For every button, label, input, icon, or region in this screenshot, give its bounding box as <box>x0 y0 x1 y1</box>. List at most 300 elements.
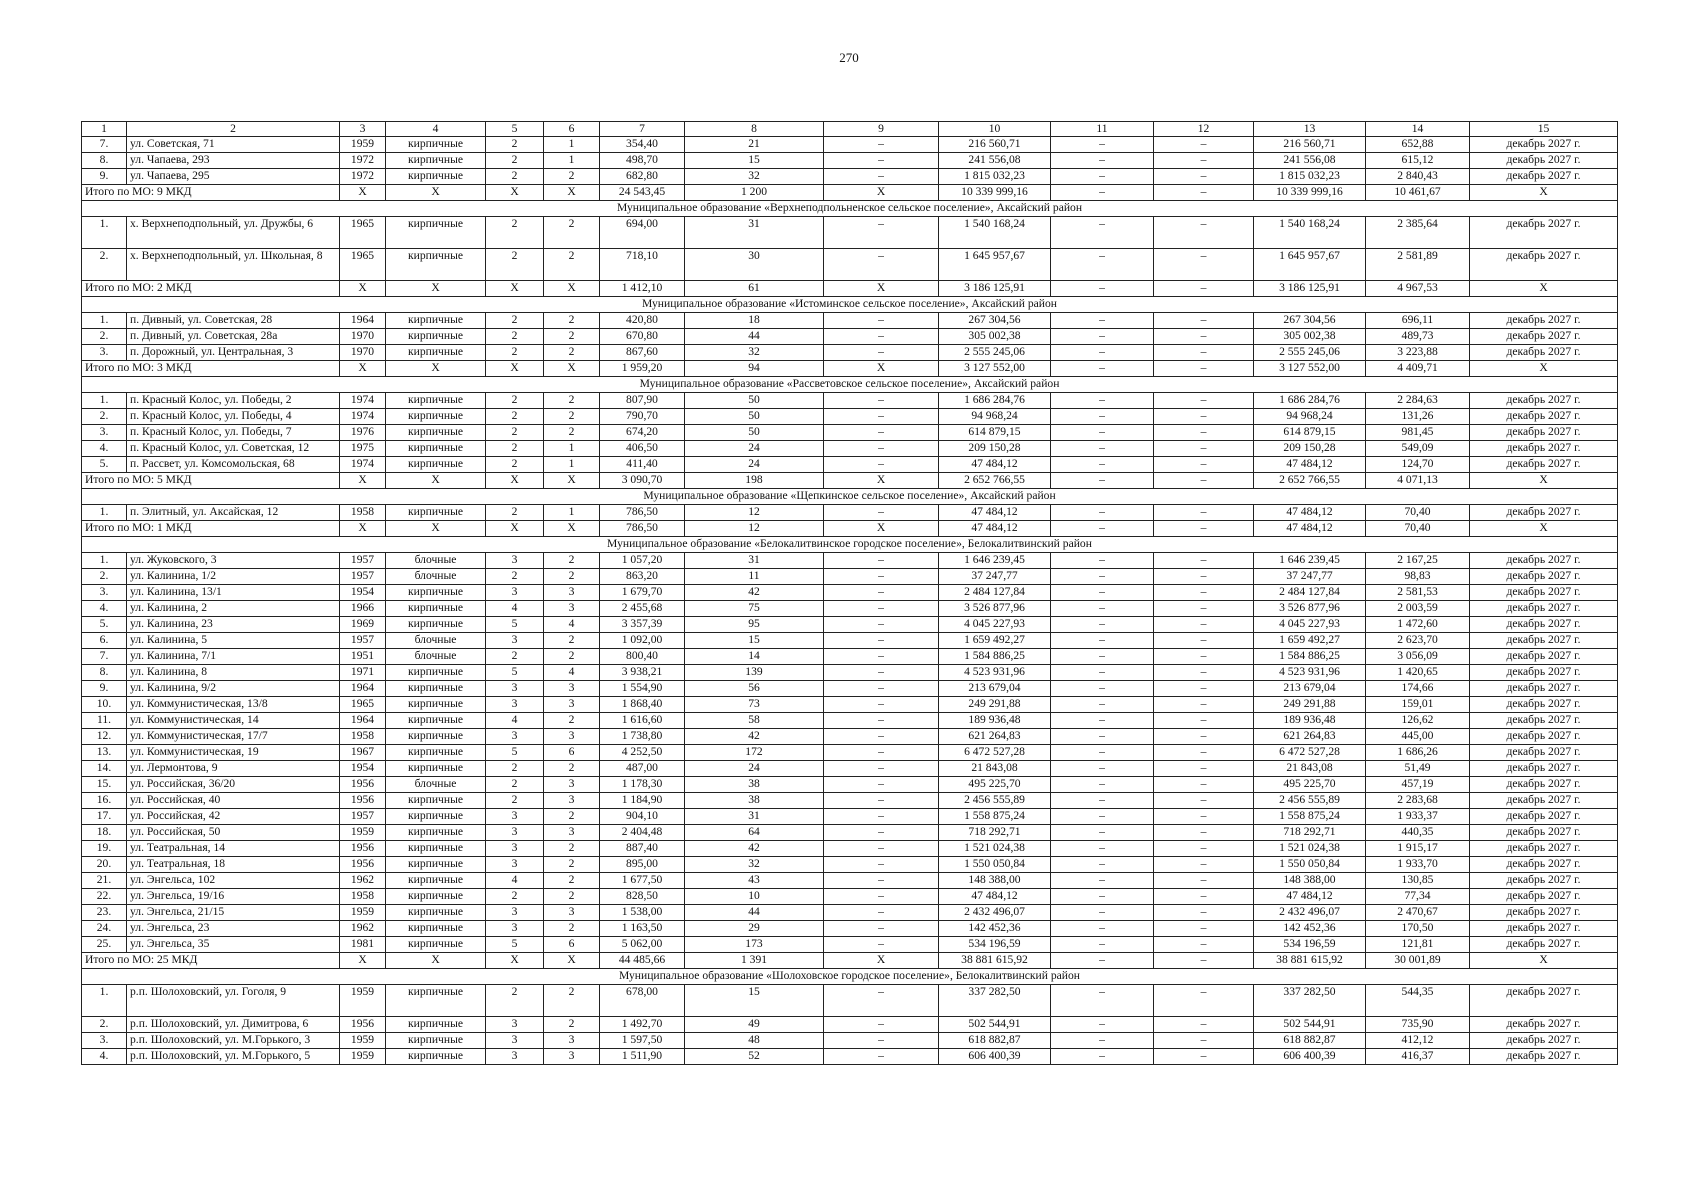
data-cell: – <box>824 585 939 601</box>
subtotal-cell: X <box>824 361 939 377</box>
subtotal-cell: 3 090,70 <box>600 473 685 489</box>
column-number: 15 <box>1470 122 1618 137</box>
data-cell: 2 167,25 <box>1366 553 1470 569</box>
data-cell: 1 933,70 <box>1366 857 1470 873</box>
subtotal-cell: 2 652 766,55 <box>939 473 1051 489</box>
subtotal-cell: X <box>486 361 544 377</box>
data-cell: 1 686,26 <box>1366 745 1470 761</box>
address-cell: х. Верхнеподпольный, ул. Школьная, 8 <box>127 249 340 281</box>
subtotal-cell: X <box>386 521 486 537</box>
data-cell: декабрь 2027 г. <box>1470 457 1618 473</box>
data-cell: 1959 <box>340 1033 386 1049</box>
subtotal-cell: X <box>1470 361 1618 377</box>
data-cell: 95 <box>685 617 824 633</box>
subtotal-cell: X <box>486 281 544 297</box>
data-cell: декабрь 2027 г. <box>1470 393 1618 409</box>
data-cell: 5 062,00 <box>600 937 685 953</box>
data-cell: – <box>1051 745 1154 761</box>
data-cell: декабрь 2027 г. <box>1470 873 1618 889</box>
data-cell: декабрь 2027 г. <box>1470 665 1618 681</box>
data-cell: 1 <box>544 505 600 521</box>
data-cell: кирпичные <box>386 809 486 825</box>
subtotal-cell: X <box>486 473 544 489</box>
data-cell: кирпичные <box>386 793 486 809</box>
table-row <box>82 921 1618 937</box>
data-cell: 24 <box>685 761 824 777</box>
data-cell: кирпичные <box>386 889 486 905</box>
data-cell: – <box>1051 889 1154 905</box>
data-cell: 43 <box>685 873 824 889</box>
data-cell: – <box>824 745 939 761</box>
table-row <box>82 889 1618 905</box>
subtotal-cell: – <box>1051 473 1154 489</box>
data-cell: 216 560,71 <box>1254 137 1366 153</box>
address-cell: ул. Российская, 50 <box>127 825 340 841</box>
data-cell: – <box>824 217 939 249</box>
data-cell: 1 538,00 <box>600 905 685 921</box>
data-cell: – <box>1154 137 1254 153</box>
data-cell: – <box>1154 409 1254 425</box>
address-cell: р.п. Шолоховский, ул. М.Горького, 5 <box>127 1049 340 1065</box>
table-row <box>82 601 1618 617</box>
data-cell: 1951 <box>340 649 386 665</box>
data-cell: 37 247,77 <box>1254 569 1366 585</box>
row-number: 4. <box>82 441 127 457</box>
data-cell: декабрь 2027 г. <box>1470 601 1618 617</box>
data-cell: 189 936,48 <box>939 713 1051 729</box>
data-cell: 3 <box>486 633 544 649</box>
data-cell: 614 879,15 <box>939 425 1051 441</box>
data-cell: 1 915,17 <box>1366 841 1470 857</box>
address-cell: ул. Калинина, 5 <box>127 633 340 649</box>
data-cell: 77,34 <box>1366 889 1470 905</box>
data-cell: 2 <box>486 777 544 793</box>
data-cell: – <box>1154 425 1254 441</box>
data-cell: кирпичные <box>386 1049 486 1065</box>
address-cell: ул. Чапаева, 293 <box>127 153 340 169</box>
data-cell: – <box>824 809 939 825</box>
table-row <box>82 729 1618 745</box>
housing-register-table <box>81 121 1618 1065</box>
subtotal-cell: – <box>1154 361 1254 377</box>
subtotal-cell: 1 412,10 <box>600 281 685 297</box>
data-cell: – <box>1154 905 1254 921</box>
data-cell: 21 843,08 <box>939 761 1051 777</box>
data-cell: 1956 <box>340 793 386 809</box>
data-cell: декабрь 2027 г. <box>1470 153 1618 169</box>
data-cell: – <box>1154 857 1254 873</box>
data-cell: – <box>824 1017 939 1033</box>
data-cell: 24 <box>685 441 824 457</box>
data-cell: 2 <box>544 217 600 249</box>
data-cell: – <box>1051 505 1154 521</box>
data-cell: – <box>824 761 939 777</box>
table-row <box>82 665 1618 681</box>
data-cell: 50 <box>685 409 824 425</box>
row-number: 1. <box>82 393 127 409</box>
data-cell: 2 <box>544 345 600 361</box>
data-cell: 4 523 931,96 <box>1254 665 1366 681</box>
data-cell: 2 623,70 <box>1366 633 1470 649</box>
address-cell: р.п. Шолоховский, ул. Гоголя, 9 <box>127 985 340 1017</box>
table-row <box>82 345 1618 361</box>
data-cell: – <box>824 649 939 665</box>
data-cell: 3 <box>486 1017 544 1033</box>
data-cell: 618 882,87 <box>939 1033 1051 1049</box>
row-number: 4. <box>82 1049 127 1065</box>
data-cell: 606 400,39 <box>939 1049 1051 1065</box>
subtotal-cell: 47 484,12 <box>1254 521 1366 537</box>
subtotal-cell: X <box>1470 281 1618 297</box>
subtotal-cell: X <box>386 473 486 489</box>
data-cell: 2 003,59 <box>1366 601 1470 617</box>
data-cell: – <box>1154 617 1254 633</box>
row-number: 18. <box>82 825 127 841</box>
data-cell: кирпичные <box>386 729 486 745</box>
data-cell: 457,19 <box>1366 777 1470 793</box>
data-cell: – <box>824 137 939 153</box>
data-cell: 495 225,70 <box>939 777 1051 793</box>
data-cell: 1981 <box>340 937 386 953</box>
data-cell: 6 472 527,28 <box>939 745 1051 761</box>
data-cell: 209 150,28 <box>939 441 1051 457</box>
data-cell: 440,35 <box>1366 825 1470 841</box>
data-cell: 2 <box>486 409 544 425</box>
data-cell: 1958 <box>340 889 386 905</box>
address-cell: ул. Калинина, 9/2 <box>127 681 340 697</box>
data-cell: – <box>1154 1049 1254 1065</box>
data-cell: 249 291,88 <box>1254 697 1366 713</box>
data-cell: – <box>824 777 939 793</box>
data-cell: 6 472 527,28 <box>1254 745 1366 761</box>
data-cell: 42 <box>685 585 824 601</box>
data-cell: 131,26 <box>1366 409 1470 425</box>
data-cell: 126,62 <box>1366 713 1470 729</box>
subtotal-cell: X <box>386 953 486 969</box>
data-cell: декабрь 2027 г. <box>1470 713 1618 729</box>
data-cell: 2 <box>486 457 544 473</box>
data-cell: 2 456 555,89 <box>1254 793 1366 809</box>
column-number: 5 <box>486 122 544 137</box>
data-cell: 1 <box>544 137 600 153</box>
data-cell: кирпичные <box>386 601 486 617</box>
data-cell: 696,11 <box>1366 313 1470 329</box>
data-cell: 51,49 <box>1366 761 1470 777</box>
address-cell: ул. Советская, 71 <box>127 137 340 153</box>
data-cell: – <box>1051 313 1154 329</box>
data-cell: – <box>1154 921 1254 937</box>
data-cell: 121,81 <box>1366 937 1470 953</box>
data-cell: кирпичные <box>386 345 486 361</box>
data-cell: – <box>1051 665 1154 681</box>
data-cell: – <box>824 441 939 457</box>
data-cell: 502 544,91 <box>939 1017 1051 1033</box>
data-cell: декабрь 2027 г. <box>1470 1033 1618 1049</box>
row-number: 2. <box>82 409 127 425</box>
data-cell: 2 <box>544 313 600 329</box>
data-cell: 498,70 <box>600 153 685 169</box>
data-cell: 2 <box>486 153 544 169</box>
data-cell: 37 247,77 <box>939 569 1051 585</box>
data-cell: блочные <box>386 777 486 793</box>
municipality-name: Муниципальное образование «Рассветовское сельское поселение», Аксайский район <box>82 377 1618 393</box>
subtotal-cell: X <box>340 281 386 297</box>
address-cell: ул. Энгельса, 102 <box>127 873 340 889</box>
address-cell: ул. Калинина, 2 <box>127 601 340 617</box>
data-cell: 1962 <box>340 873 386 889</box>
data-cell: – <box>1154 937 1254 953</box>
data-cell: декабрь 2027 г. <box>1470 809 1618 825</box>
data-cell: 790,70 <box>600 409 685 425</box>
subtotal-row <box>82 521 1618 537</box>
data-cell: 3 <box>486 729 544 745</box>
table-row <box>82 249 1618 281</box>
data-cell: 718 292,71 <box>939 825 1051 841</box>
data-cell: 786,50 <box>600 505 685 521</box>
table-row <box>82 1017 1618 1033</box>
data-cell: – <box>1051 601 1154 617</box>
data-cell: – <box>1051 425 1154 441</box>
data-cell: – <box>1051 1033 1154 1049</box>
data-cell: 1958 <box>340 505 386 521</box>
data-cell: 1 584 886,25 <box>939 649 1051 665</box>
subtotal-cell: 3 127 552,00 <box>1254 361 1366 377</box>
data-cell: кирпичные <box>386 441 486 457</box>
data-cell: 1 <box>544 441 600 457</box>
data-cell: декабрь 2027 г. <box>1470 585 1618 601</box>
subtotal-cell: X <box>486 185 544 201</box>
address-cell: ул. Российская, 36/20 <box>127 777 340 793</box>
data-cell: декабрь 2027 г. <box>1470 729 1618 745</box>
data-cell: – <box>1154 169 1254 185</box>
table-row <box>82 697 1618 713</box>
data-cell: 1 550 050,84 <box>939 857 1051 873</box>
data-cell: кирпичные <box>386 169 486 185</box>
row-number: 3. <box>82 585 127 601</box>
row-number: 5. <box>82 457 127 473</box>
subtotal-cell: X <box>340 185 386 201</box>
data-cell: кирпичные <box>386 409 486 425</box>
subtotal-cell: – <box>1154 185 1254 201</box>
data-cell: 3 526 877,96 <box>1254 601 1366 617</box>
data-cell: 1 558 875,24 <box>939 809 1051 825</box>
data-cell: 241 556,08 <box>939 153 1051 169</box>
data-cell: 1967 <box>340 745 386 761</box>
data-cell: – <box>1051 985 1154 1017</box>
data-cell: 2 404,48 <box>600 825 685 841</box>
data-cell: 1972 <box>340 169 386 185</box>
data-cell: 670,80 <box>600 329 685 345</box>
data-cell: 2 <box>544 713 600 729</box>
subtotal-label: Итого по МО: 25 МКД <box>82 953 340 969</box>
row-number: 4. <box>82 601 127 617</box>
subtotal-cell: X <box>340 521 386 537</box>
table-row <box>82 137 1618 153</box>
data-cell: 159,01 <box>1366 697 1470 713</box>
data-cell: – <box>1051 681 1154 697</box>
data-cell: 1957 <box>340 809 386 825</box>
data-cell: – <box>1051 857 1154 873</box>
column-number: 13 <box>1254 122 1366 137</box>
row-number: 1. <box>82 553 127 569</box>
data-cell: 1 092,00 <box>600 633 685 649</box>
data-cell: 614 879,15 <box>1254 425 1366 441</box>
subtotal-cell: X <box>386 281 486 297</box>
municipality-header-row <box>82 537 1618 553</box>
data-cell: 1 815 032,23 <box>939 169 1051 185</box>
data-cell: 47 484,12 <box>1254 889 1366 905</box>
data-cell: 267 304,56 <box>939 313 1051 329</box>
data-cell: 1 659 492,27 <box>939 633 1051 649</box>
subtotal-row <box>82 185 1618 201</box>
data-cell: 615,12 <box>1366 153 1470 169</box>
address-cell: ул. Российская, 42 <box>127 809 340 825</box>
row-number: 22. <box>82 889 127 905</box>
table-row <box>82 713 1618 729</box>
data-cell: 1971 <box>340 665 386 681</box>
data-cell: 3 <box>544 601 600 617</box>
table-row <box>82 425 1618 441</box>
subtotal-cell: X <box>386 185 486 201</box>
data-cell: 2 455,68 <box>600 601 685 617</box>
row-number: 1. <box>82 985 127 1017</box>
data-cell: 1958 <box>340 729 386 745</box>
data-cell: 1966 <box>340 601 386 617</box>
data-cell: – <box>1051 761 1154 777</box>
data-cell: блочные <box>386 633 486 649</box>
data-cell: – <box>1154 809 1254 825</box>
data-cell: 21 <box>685 137 824 153</box>
data-cell: 807,90 <box>600 393 685 409</box>
data-cell: 981,45 <box>1366 425 1470 441</box>
data-cell: 549,09 <box>1366 441 1470 457</box>
data-cell: 189 936,48 <box>1254 713 1366 729</box>
data-cell: 2 <box>486 169 544 185</box>
data-cell: кирпичные <box>386 857 486 873</box>
data-cell: 2 <box>544 985 600 1017</box>
subtotal-cell: 10 461,67 <box>1366 185 1470 201</box>
subtotal-cell: X <box>544 361 600 377</box>
data-cell: 2 <box>544 409 600 425</box>
data-cell: – <box>1051 825 1154 841</box>
data-cell: кирпичные <box>386 873 486 889</box>
data-cell: 1 584 886,25 <box>1254 649 1366 665</box>
data-cell: – <box>1154 249 1254 281</box>
data-cell: 682,80 <box>600 169 685 185</box>
address-cell: ул. Театральная, 14 <box>127 841 340 857</box>
row-number: 13. <box>82 745 127 761</box>
subtotal-cell: 3 127 552,00 <box>939 361 1051 377</box>
data-cell: – <box>1051 217 1154 249</box>
subtotal-cell: 10 339 999,16 <box>1254 185 1366 201</box>
data-cell: 2 <box>486 345 544 361</box>
subtotal-cell: 12 <box>685 521 824 537</box>
row-number: 9. <box>82 169 127 185</box>
data-cell: 5 <box>486 617 544 633</box>
data-cell: 420,80 <box>600 313 685 329</box>
subtotal-cell: X <box>824 281 939 297</box>
subtotal-cell: X <box>386 361 486 377</box>
column-number-row <box>82 122 1618 137</box>
subtotal-cell: 70,40 <box>1366 521 1470 537</box>
data-cell: 1 597,50 <box>600 1033 685 1049</box>
data-cell: 735,90 <box>1366 1017 1470 1033</box>
column-number: 3 <box>340 122 386 137</box>
data-cell: декабрь 2027 г. <box>1470 553 1618 569</box>
data-cell: 3 <box>486 921 544 937</box>
data-cell: 1 677,50 <box>600 873 685 889</box>
data-cell: 2 <box>544 873 600 889</box>
data-cell: – <box>1154 633 1254 649</box>
data-cell: 406,50 <box>600 441 685 457</box>
data-cell: кирпичные <box>386 425 486 441</box>
data-cell: 3 <box>544 1033 600 1049</box>
data-cell: – <box>1154 873 1254 889</box>
subtotal-cell: 61 <box>685 281 824 297</box>
data-cell: 3 <box>486 809 544 825</box>
data-cell: 4 045 227,93 <box>1254 617 1366 633</box>
row-number: 8. <box>82 665 127 681</box>
data-cell: 42 <box>685 841 824 857</box>
data-cell: – <box>1051 841 1154 857</box>
data-cell: – <box>824 553 939 569</box>
data-cell: декабрь 2027 г. <box>1470 217 1618 249</box>
data-cell: – <box>824 841 939 857</box>
data-cell: декабрь 2027 г. <box>1470 649 1618 665</box>
data-cell: 895,00 <box>600 857 685 873</box>
data-cell: 30 <box>685 249 824 281</box>
address-cell: ул. Энгельса, 19/16 <box>127 889 340 905</box>
data-cell: 863,20 <box>600 569 685 585</box>
data-cell: декабрь 2027 г. <box>1470 633 1618 649</box>
data-cell: 3 <box>486 857 544 873</box>
table-row <box>82 809 1618 825</box>
subtotal-cell: 47 484,12 <box>939 521 1051 537</box>
data-cell: 2 <box>544 553 600 569</box>
data-cell: 2 555 245,06 <box>1254 345 1366 361</box>
table-row <box>82 617 1618 633</box>
row-number: 2. <box>82 249 127 281</box>
data-cell: 47 484,12 <box>1254 457 1366 473</box>
data-cell: 3 <box>544 825 600 841</box>
data-cell: – <box>1051 617 1154 633</box>
table-row <box>82 857 1618 873</box>
subtotal-cell: – <box>1154 473 1254 489</box>
data-cell: декабрь 2027 г. <box>1470 841 1618 857</box>
row-number: 2. <box>82 1017 127 1033</box>
data-cell: 1 <box>544 457 600 473</box>
data-cell: – <box>1051 409 1154 425</box>
subtotal-label: Итого по МО: 5 МКД <box>82 473 340 489</box>
data-cell: 241 556,08 <box>1254 153 1366 169</box>
data-cell: – <box>1154 745 1254 761</box>
data-cell: 1964 <box>340 713 386 729</box>
municipality-header-row <box>82 297 1618 313</box>
data-cell: – <box>1051 153 1154 169</box>
data-cell: – <box>824 665 939 681</box>
data-cell: 3 <box>544 793 600 809</box>
data-cell: 1970 <box>340 345 386 361</box>
data-cell: – <box>1051 937 1154 953</box>
data-cell: – <box>1154 569 1254 585</box>
data-cell: декабрь 2027 г. <box>1470 1049 1618 1065</box>
subtotal-cell: 198 <box>685 473 824 489</box>
data-cell: 24 <box>685 457 824 473</box>
municipality-header-row <box>82 969 1618 985</box>
data-cell: 1965 <box>340 249 386 281</box>
address-cell: ул. Лермонтова, 9 <box>127 761 340 777</box>
subtotal-cell: 38 881 615,92 <box>1254 953 1366 969</box>
